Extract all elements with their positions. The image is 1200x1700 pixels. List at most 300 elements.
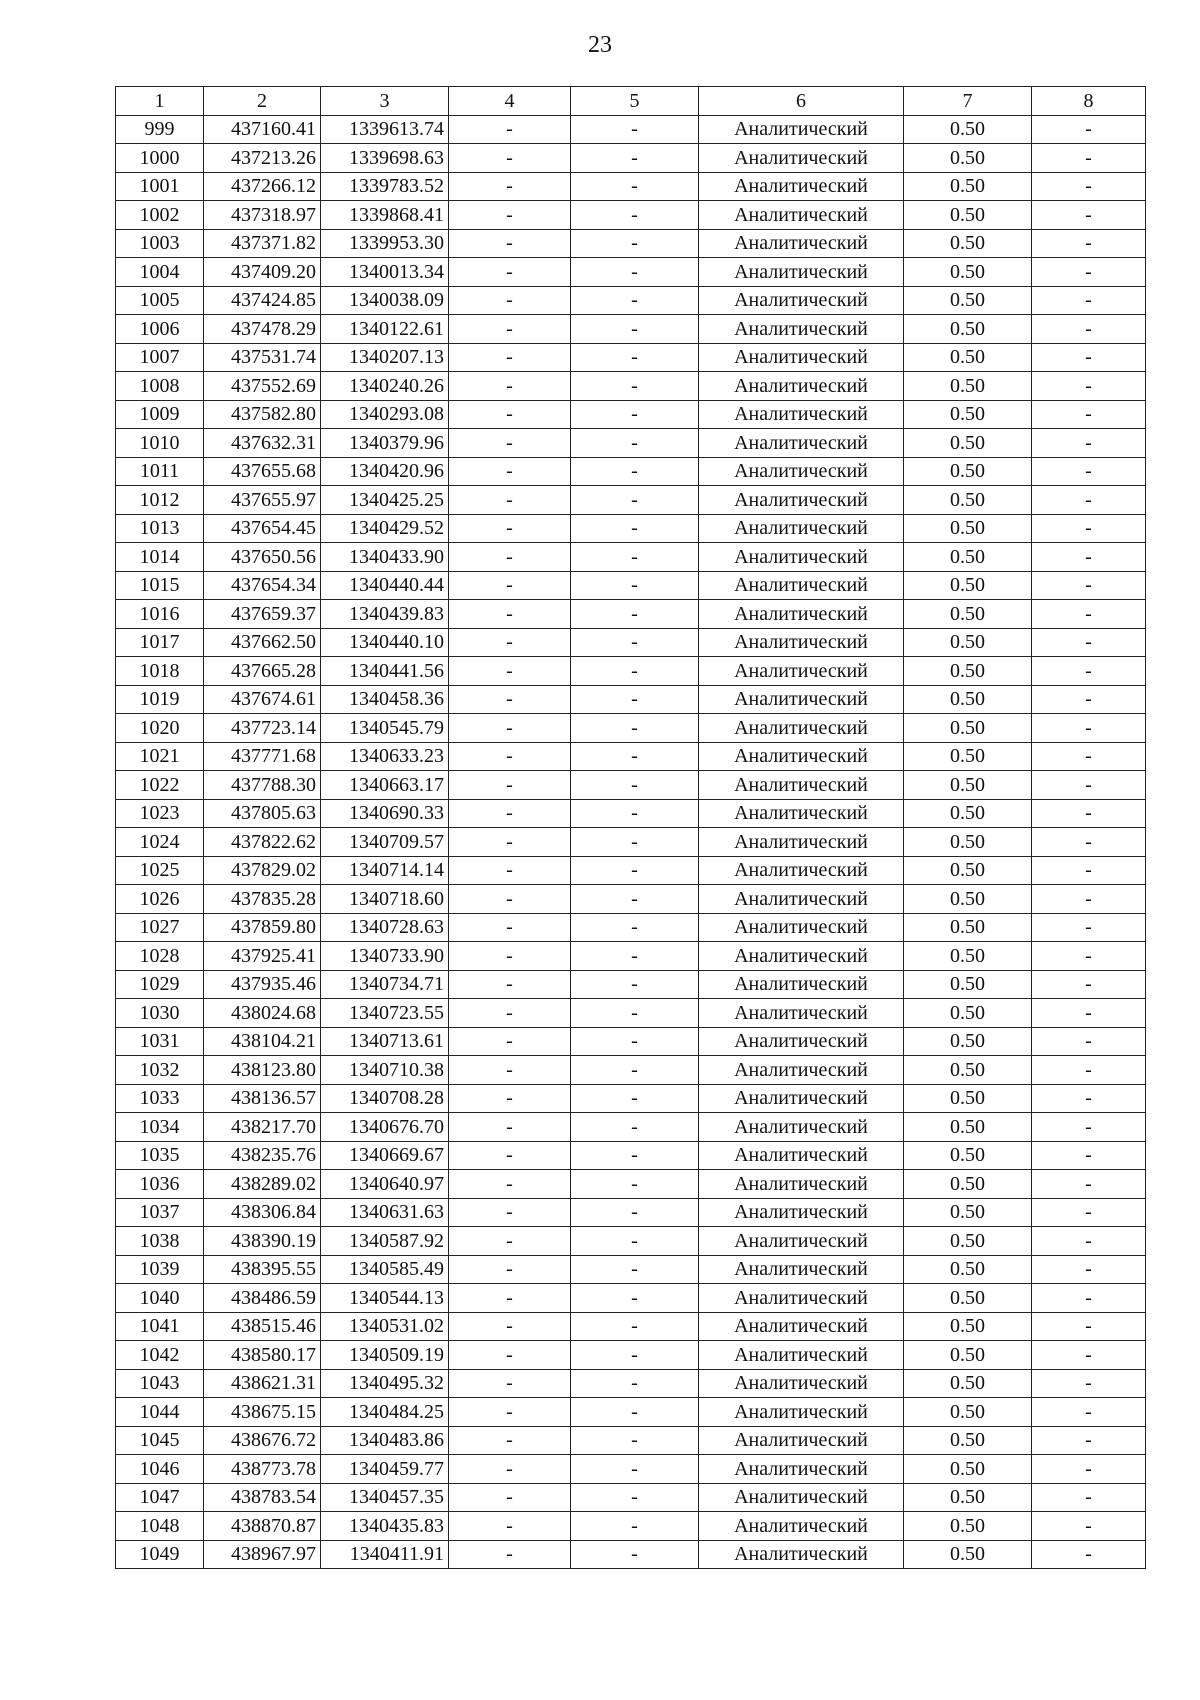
- column-5-cell: -: [571, 1369, 699, 1398]
- y-coordinate-cell: 1340435.83: [321, 1512, 449, 1541]
- column-8-cell: -: [1032, 172, 1146, 201]
- column-5-cell: -: [571, 1027, 699, 1056]
- method-cell: Аналитический: [699, 1170, 904, 1199]
- table-row: [116, 1084, 1146, 1113]
- y-coordinate-cell: 1340631.63: [321, 1198, 449, 1227]
- y-coordinate-cell: 1340723.55: [321, 999, 449, 1028]
- column-4-cell: -: [449, 913, 571, 942]
- y-coordinate-cell: 1339953.30: [321, 229, 449, 258]
- column-5-cell: -: [571, 1341, 699, 1370]
- column-4-cell: -: [449, 400, 571, 429]
- accuracy-cell: 0.50: [904, 628, 1032, 657]
- y-coordinate-cell: 1340457.35: [321, 1483, 449, 1512]
- column-5-cell: -: [571, 258, 699, 287]
- x-coordinate-cell: 438235.76: [204, 1141, 321, 1170]
- y-coordinate-cell: 1340587.92: [321, 1227, 449, 1256]
- column-5-cell: -: [571, 828, 699, 857]
- table-row: [116, 714, 1146, 743]
- column-5-cell: -: [571, 1398, 699, 1427]
- column-8-cell: -: [1032, 1027, 1146, 1056]
- x-coordinate-cell: 438123.80: [204, 1056, 321, 1085]
- column-5-cell: -: [571, 1455, 699, 1484]
- y-coordinate-cell: 1340013.34: [321, 258, 449, 287]
- column-8-cell: -: [1032, 1455, 1146, 1484]
- column-header-6: 6: [699, 87, 904, 116]
- method-cell: Аналитический: [699, 742, 904, 771]
- column-5-cell: -: [571, 1227, 699, 1256]
- point-number-cell: 1041: [116, 1312, 204, 1341]
- table-row: [116, 144, 1146, 173]
- table-row: [116, 172, 1146, 201]
- x-coordinate-cell: 437662.50: [204, 628, 321, 657]
- method-cell: Аналитический: [699, 1284, 904, 1313]
- point-number-cell: 1003: [116, 229, 204, 258]
- accuracy-cell: 0.50: [904, 1227, 1032, 1256]
- column-4-cell: -: [449, 1084, 571, 1113]
- table-row: [116, 286, 1146, 315]
- accuracy-cell: 0.50: [904, 1483, 1032, 1512]
- column-4-cell: -: [449, 1426, 571, 1455]
- column-8-cell: -: [1032, 1341, 1146, 1370]
- column-5-cell: -: [571, 1084, 699, 1113]
- x-coordinate-cell: 437654.34: [204, 571, 321, 600]
- accuracy-cell: 0.50: [904, 1369, 1032, 1398]
- method-cell: Аналитический: [699, 1341, 904, 1370]
- accuracy-cell: 0.50: [904, 1540, 1032, 1569]
- column-4-cell: -: [449, 286, 571, 315]
- accuracy-cell: 0.50: [904, 1056, 1032, 1085]
- y-coordinate-cell: 1340439.83: [321, 600, 449, 629]
- point-number-cell: 1029: [116, 970, 204, 999]
- method-cell: Аналитический: [699, 856, 904, 885]
- y-coordinate-cell: 1340708.28: [321, 1084, 449, 1113]
- x-coordinate-cell: 438136.57: [204, 1084, 321, 1113]
- table-row: [116, 742, 1146, 771]
- table-row: [116, 486, 1146, 515]
- table-row: [116, 885, 1146, 914]
- point-number-cell: 1044: [116, 1398, 204, 1427]
- y-coordinate-cell: 1339868.41: [321, 201, 449, 230]
- accuracy-cell: 0.50: [904, 115, 1032, 144]
- table-row: [116, 1056, 1146, 1085]
- header-row: [116, 87, 1146, 116]
- column-header-2: 2: [204, 87, 321, 116]
- column-8-cell: -: [1032, 799, 1146, 828]
- point-number-cell: 1049: [116, 1540, 204, 1569]
- column-5-cell: -: [571, 1512, 699, 1541]
- column-4-cell: -: [449, 457, 571, 486]
- column-4-cell: -: [449, 1170, 571, 1199]
- accuracy-cell: 0.50: [904, 828, 1032, 857]
- accuracy-cell: 0.50: [904, 571, 1032, 600]
- column-8-cell: -: [1032, 400, 1146, 429]
- column-8-cell: -: [1032, 1113, 1146, 1142]
- table-row: [116, 1512, 1146, 1541]
- method-cell: Аналитический: [699, 999, 904, 1028]
- x-coordinate-cell: 437552.69: [204, 372, 321, 401]
- x-coordinate-cell: 437266.12: [204, 172, 321, 201]
- x-coordinate-cell: 437650.56: [204, 543, 321, 572]
- point-number-cell: 1021: [116, 742, 204, 771]
- y-coordinate-cell: 1340531.02: [321, 1312, 449, 1341]
- column-4-cell: -: [449, 771, 571, 800]
- x-coordinate-cell: 437835.28: [204, 885, 321, 914]
- column-8-cell: -: [1032, 144, 1146, 173]
- accuracy-cell: 0.50: [904, 172, 1032, 201]
- column-8-cell: -: [1032, 1170, 1146, 1199]
- column-5-cell: -: [571, 286, 699, 315]
- x-coordinate-cell: 438676.72: [204, 1426, 321, 1455]
- column-8-cell: -: [1032, 1512, 1146, 1541]
- y-coordinate-cell: 1339783.52: [321, 172, 449, 201]
- column-5-cell: -: [571, 1312, 699, 1341]
- x-coordinate-cell: 437318.97: [204, 201, 321, 230]
- y-coordinate-cell: 1340663.17: [321, 771, 449, 800]
- column-header-3: 3: [321, 87, 449, 116]
- column-8-cell: -: [1032, 657, 1146, 686]
- method-cell: Аналитический: [699, 771, 904, 800]
- column-8-cell: -: [1032, 286, 1146, 315]
- table-row: [116, 1227, 1146, 1256]
- column-4-cell: -: [449, 999, 571, 1028]
- point-number-cell: 1034: [116, 1113, 204, 1142]
- point-number-cell: 1002: [116, 201, 204, 230]
- method-cell: Аналитический: [699, 315, 904, 344]
- accuracy-cell: 0.50: [904, 999, 1032, 1028]
- column-8-cell: -: [1032, 771, 1146, 800]
- point-number-cell: 1042: [116, 1341, 204, 1370]
- column-4-cell: -: [449, 1455, 571, 1484]
- method-cell: Аналитический: [699, 1113, 904, 1142]
- column-8-cell: -: [1032, 543, 1146, 572]
- x-coordinate-cell: 437935.46: [204, 970, 321, 999]
- y-coordinate-cell: 1340122.61: [321, 315, 449, 344]
- point-number-cell: 1010: [116, 429, 204, 458]
- x-coordinate-cell: 438486.59: [204, 1284, 321, 1313]
- accuracy-cell: 0.50: [904, 657, 1032, 686]
- method-cell: Аналитический: [699, 514, 904, 543]
- column-8-cell: -: [1032, 372, 1146, 401]
- table-row: [116, 429, 1146, 458]
- column-5-cell: -: [571, 457, 699, 486]
- column-4-cell: -: [449, 514, 571, 543]
- accuracy-cell: 0.50: [904, 1455, 1032, 1484]
- point-number-cell: 1048: [116, 1512, 204, 1541]
- y-coordinate-cell: 1340734.71: [321, 970, 449, 999]
- y-coordinate-cell: 1340509.19: [321, 1341, 449, 1370]
- y-coordinate-cell: 1340585.49: [321, 1255, 449, 1284]
- y-coordinate-cell: 1340240.26: [321, 372, 449, 401]
- x-coordinate-cell: 438395.55: [204, 1255, 321, 1284]
- column-4-cell: -: [449, 799, 571, 828]
- y-coordinate-cell: 1340544.13: [321, 1284, 449, 1313]
- accuracy-cell: 0.50: [904, 1141, 1032, 1170]
- point-number-cell: 1020: [116, 714, 204, 743]
- column-5-cell: -: [571, 657, 699, 686]
- column-4-cell: -: [449, 1227, 571, 1256]
- y-coordinate-cell: 1340728.63: [321, 913, 449, 942]
- table-row: [116, 1113, 1146, 1142]
- point-number-cell: 1030: [116, 999, 204, 1028]
- column-5-cell: -: [571, 799, 699, 828]
- point-number-cell: 1022: [116, 771, 204, 800]
- column-5-cell: -: [571, 1255, 699, 1284]
- y-coordinate-cell: 1340379.96: [321, 429, 449, 458]
- accuracy-cell: 0.50: [904, 1341, 1032, 1370]
- column-4-cell: -: [449, 1284, 571, 1313]
- table-row: [116, 1398, 1146, 1427]
- column-8-cell: -: [1032, 1398, 1146, 1427]
- method-cell: Аналитический: [699, 1056, 904, 1085]
- column-4-cell: -: [449, 571, 571, 600]
- x-coordinate-cell: 437531.74: [204, 343, 321, 372]
- x-coordinate-cell: 437478.29: [204, 315, 321, 344]
- column-4-cell: -: [449, 144, 571, 173]
- point-number-cell: 1023: [116, 799, 204, 828]
- column-5-cell: -: [571, 571, 699, 600]
- table-row: [116, 201, 1146, 230]
- method-cell: Аналитический: [699, 1455, 904, 1484]
- x-coordinate-cell: 437160.41: [204, 115, 321, 144]
- column-5-cell: -: [571, 343, 699, 372]
- x-coordinate-cell: 438773.78: [204, 1455, 321, 1484]
- column-4-cell: -: [449, 1056, 571, 1085]
- accuracy-cell: 0.50: [904, 1198, 1032, 1227]
- column-5-cell: -: [571, 372, 699, 401]
- column-8-cell: -: [1032, 1141, 1146, 1170]
- table-header: [116, 87, 1146, 116]
- accuracy-cell: 0.50: [904, 1512, 1032, 1541]
- point-number-cell: 1038: [116, 1227, 204, 1256]
- point-number-cell: 1005: [116, 286, 204, 315]
- x-coordinate-cell: 438783.54: [204, 1483, 321, 1512]
- column-4-cell: -: [449, 628, 571, 657]
- point-number-cell: 1015: [116, 571, 204, 600]
- column-8-cell: -: [1032, 429, 1146, 458]
- y-coordinate-cell: 1340038.09: [321, 286, 449, 315]
- y-coordinate-cell: 1340293.08: [321, 400, 449, 429]
- column-header-5: 5: [571, 87, 699, 116]
- method-cell: Аналитический: [699, 172, 904, 201]
- method-cell: Аналитический: [699, 486, 904, 515]
- column-5-cell: -: [571, 1170, 699, 1199]
- column-4-cell: -: [449, 1483, 571, 1512]
- table-row: [116, 1483, 1146, 1512]
- accuracy-cell: 0.50: [904, 1255, 1032, 1284]
- column-5-cell: -: [571, 885, 699, 914]
- point-number-cell: 1040: [116, 1284, 204, 1313]
- column-8-cell: -: [1032, 999, 1146, 1028]
- table-row: [116, 514, 1146, 543]
- method-cell: Аналитический: [699, 343, 904, 372]
- accuracy-cell: 0.50: [904, 343, 1032, 372]
- column-4-cell: -: [449, 115, 571, 144]
- accuracy-cell: 0.50: [904, 1170, 1032, 1199]
- point-number-cell: 1046: [116, 1455, 204, 1484]
- column-5-cell: -: [571, 913, 699, 942]
- column-5-cell: -: [571, 172, 699, 201]
- column-8-cell: -: [1032, 1227, 1146, 1256]
- x-coordinate-cell: 438515.46: [204, 1312, 321, 1341]
- column-8-cell: -: [1032, 970, 1146, 999]
- accuracy-cell: 0.50: [904, 400, 1032, 429]
- method-cell: Аналитический: [699, 1483, 904, 1512]
- accuracy-cell: 0.50: [904, 1284, 1032, 1313]
- column-5-cell: -: [571, 771, 699, 800]
- column-5-cell: -: [571, 742, 699, 771]
- column-5-cell: -: [571, 600, 699, 629]
- x-coordinate-cell: 437829.02: [204, 856, 321, 885]
- method-cell: Аналитический: [699, 942, 904, 971]
- point-number-cell: 1001: [116, 172, 204, 201]
- accuracy-cell: 0.50: [904, 1084, 1032, 1113]
- method-cell: Аналитический: [699, 1255, 904, 1284]
- y-coordinate-cell: 1340441.56: [321, 657, 449, 686]
- column-4-cell: -: [449, 1198, 571, 1227]
- accuracy-cell: 0.50: [904, 258, 1032, 287]
- table-row: [116, 657, 1146, 686]
- y-coordinate-cell: 1340709.57: [321, 828, 449, 857]
- column-5-cell: -: [571, 144, 699, 173]
- column-4-cell: -: [449, 172, 571, 201]
- column-5-cell: -: [571, 115, 699, 144]
- method-cell: Аналитический: [699, 115, 904, 144]
- point-number-cell: 1011: [116, 457, 204, 486]
- column-5-cell: -: [571, 628, 699, 657]
- method-cell: Аналитический: [699, 229, 904, 258]
- method-cell: Аналитический: [699, 258, 904, 287]
- y-coordinate-cell: 1340207.13: [321, 343, 449, 372]
- y-coordinate-cell: 1340440.10: [321, 628, 449, 657]
- y-coordinate-cell: 1340545.79: [321, 714, 449, 743]
- column-8-cell: -: [1032, 514, 1146, 543]
- column-8-cell: -: [1032, 742, 1146, 771]
- y-coordinate-cell: 1340495.32: [321, 1369, 449, 1398]
- x-coordinate-cell: 438675.15: [204, 1398, 321, 1427]
- table-row: [116, 372, 1146, 401]
- method-cell: Аналитический: [699, 201, 904, 230]
- x-coordinate-cell: 438870.87: [204, 1512, 321, 1541]
- point-number-cell: 999: [116, 115, 204, 144]
- column-8-cell: -: [1032, 714, 1146, 743]
- table-row: [116, 1284, 1146, 1313]
- column-8-cell: -: [1032, 229, 1146, 258]
- column-4-cell: -: [449, 1341, 571, 1370]
- column-8-cell: -: [1032, 885, 1146, 914]
- column-header-8: 8: [1032, 87, 1146, 116]
- column-4-cell: -: [449, 343, 571, 372]
- method-cell: Аналитический: [699, 429, 904, 458]
- method-cell: Аналитический: [699, 1027, 904, 1056]
- column-4-cell: -: [449, 685, 571, 714]
- method-cell: Аналитический: [699, 913, 904, 942]
- column-8-cell: -: [1032, 685, 1146, 714]
- y-coordinate-cell: 1340733.90: [321, 942, 449, 971]
- y-coordinate-cell: 1340690.33: [321, 799, 449, 828]
- table-row: [116, 400, 1146, 429]
- accuracy-cell: 0.50: [904, 885, 1032, 914]
- table-row: [116, 1540, 1146, 1569]
- point-number-cell: 1027: [116, 913, 204, 942]
- column-5-cell: -: [571, 999, 699, 1028]
- column-5-cell: -: [571, 1056, 699, 1085]
- column-header-4: 4: [449, 87, 571, 116]
- point-number-cell: 1014: [116, 543, 204, 572]
- y-coordinate-cell: 1340459.77: [321, 1455, 449, 1484]
- x-coordinate-cell: 437788.30: [204, 771, 321, 800]
- accuracy-cell: 0.50: [904, 742, 1032, 771]
- column-5-cell: -: [571, 685, 699, 714]
- column-5-cell: -: [571, 514, 699, 543]
- table-row: [116, 1341, 1146, 1370]
- point-number-cell: 1039: [116, 1255, 204, 1284]
- table-row: [116, 571, 1146, 600]
- table-row: [116, 942, 1146, 971]
- method-cell: Аналитический: [699, 457, 904, 486]
- x-coordinate-cell: 437674.61: [204, 685, 321, 714]
- point-number-cell: 1047: [116, 1483, 204, 1512]
- column-8-cell: -: [1032, 856, 1146, 885]
- method-cell: Аналитический: [699, 714, 904, 743]
- method-cell: Аналитический: [699, 657, 904, 686]
- column-8-cell: -: [1032, 1255, 1146, 1284]
- x-coordinate-cell: 437655.97: [204, 486, 321, 515]
- accuracy-cell: 0.50: [904, 229, 1032, 258]
- y-coordinate-cell: 1340676.70: [321, 1113, 449, 1142]
- point-number-cell: 1036: [116, 1170, 204, 1199]
- y-coordinate-cell: 1340483.86: [321, 1426, 449, 1455]
- column-4-cell: -: [449, 600, 571, 629]
- method-cell: Аналитический: [699, 1426, 904, 1455]
- column-8-cell: -: [1032, 1312, 1146, 1341]
- method-cell: Аналитический: [699, 571, 904, 600]
- column-5-cell: -: [571, 1284, 699, 1313]
- column-4-cell: -: [449, 372, 571, 401]
- y-coordinate-cell: 1340640.97: [321, 1170, 449, 1199]
- point-number-cell: 1024: [116, 828, 204, 857]
- column-8-cell: -: [1032, 343, 1146, 372]
- column-4-cell: -: [449, 315, 571, 344]
- y-coordinate-cell: 1340420.96: [321, 457, 449, 486]
- column-8-cell: -: [1032, 1540, 1146, 1569]
- y-coordinate-cell: 1340484.25: [321, 1398, 449, 1427]
- y-coordinate-cell: 1340458.36: [321, 685, 449, 714]
- method-cell: Аналитический: [699, 1198, 904, 1227]
- point-number-cell: 1031: [116, 1027, 204, 1056]
- point-number-cell: 1013: [116, 514, 204, 543]
- column-4-cell: -: [449, 885, 571, 914]
- column-5-cell: -: [571, 486, 699, 515]
- method-cell: Аналитический: [699, 685, 904, 714]
- coordinates-table: [115, 86, 1146, 1569]
- column-5-cell: -: [571, 229, 699, 258]
- column-4-cell: -: [449, 1113, 571, 1142]
- table-row: [116, 771, 1146, 800]
- method-cell: Аналитический: [699, 1398, 904, 1427]
- column-5-cell: -: [571, 1198, 699, 1227]
- accuracy-cell: 0.50: [904, 1027, 1032, 1056]
- column-8-cell: -: [1032, 457, 1146, 486]
- column-8-cell: -: [1032, 828, 1146, 857]
- x-coordinate-cell: 437805.63: [204, 799, 321, 828]
- column-5-cell: -: [571, 1426, 699, 1455]
- table-row: [116, 999, 1146, 1028]
- column-4-cell: -: [449, 1312, 571, 1341]
- point-number-cell: 1017: [116, 628, 204, 657]
- column-5-cell: -: [571, 942, 699, 971]
- accuracy-cell: 0.50: [904, 372, 1032, 401]
- column-4-cell: -: [449, 1141, 571, 1170]
